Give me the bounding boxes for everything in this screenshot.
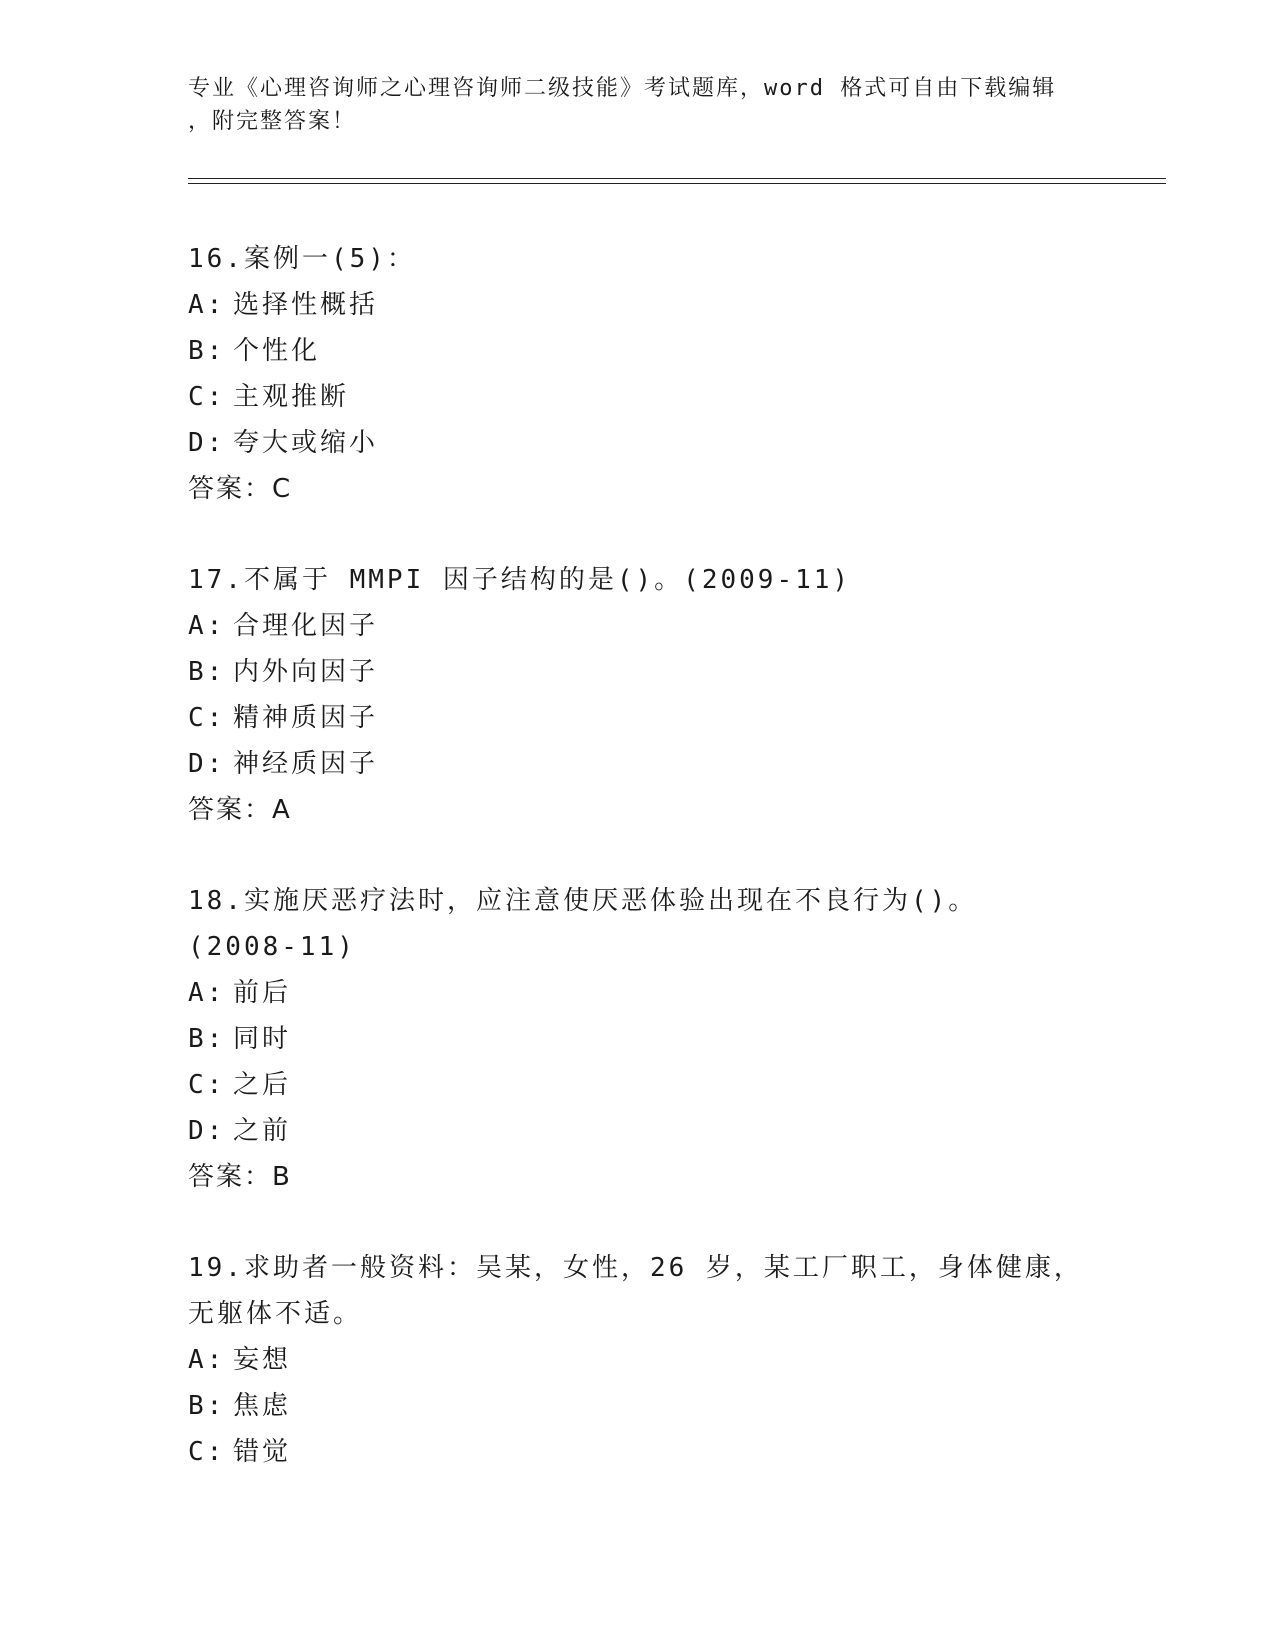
question-18: [188, 878, 1088, 1200]
option-letter: B:: [188, 1024, 226, 1054]
question-stem: 18.实施厌恶疗法时，应注意使厌恶体验出现在不良行为()。(2008-11): [188, 886, 978, 962]
option-b: [188, 649, 1088, 695]
option-text: 选择性概括: [233, 290, 379, 320]
option-text: 焦虑: [233, 1391, 292, 1421]
option-text: 前后: [233, 978, 292, 1008]
option-letter: B:: [188, 336, 226, 366]
option-letter: D:: [188, 749, 226, 779]
question-16: [188, 236, 1088, 512]
option-d: [188, 1108, 1088, 1154]
question-17: [188, 557, 1088, 833]
option-a: [188, 282, 1088, 328]
header-line-2: ，附完整答案！: [188, 109, 357, 134]
option-c: [188, 374, 1088, 420]
option-letter: A:: [188, 611, 226, 641]
question-19: [188, 1245, 1088, 1475]
option-text: 之后: [233, 1070, 292, 1100]
option-letter: C:: [188, 1437, 226, 1467]
header-line-1: 专业《心理咨询师之心理咨询师二级技能》考试题库，word 格式可自由下载编辑: [188, 76, 1057, 101]
option-letter: C:: [188, 1070, 226, 1100]
option-text: 之前: [233, 1116, 292, 1146]
question-stem: 19.求助者一般资料：吴某，女性，26 岁，某工厂职工，身体健康，无躯体不适。: [188, 1253, 1083, 1329]
option-letter: B:: [188, 1391, 226, 1421]
option-text: 合理化因子: [233, 611, 379, 641]
option-text: 错觉: [233, 1437, 292, 1467]
option-letter: D:: [188, 428, 226, 458]
answer-line: 答案：C: [188, 474, 293, 504]
option-letter: A:: [188, 1345, 226, 1375]
option-text: 主观推断: [233, 382, 350, 412]
option-letter: A:: [188, 290, 226, 320]
question-stem: 17.不属于 MMPI 因子结构的是()。(2009-11): [188, 565, 852, 595]
question-stem: 16.案例一(5)：: [188, 244, 416, 274]
option-text: 夸大或缩小: [233, 428, 379, 458]
header-divider-bottom: [188, 183, 1166, 184]
option-letter: D:: [188, 1116, 226, 1146]
option-letter: B:: [188, 657, 226, 687]
option-text: 精神质因子: [233, 703, 379, 733]
option-a: [188, 603, 1088, 649]
option-c: [188, 1429, 1088, 1475]
option-a: [188, 1337, 1088, 1383]
option-a: [188, 970, 1088, 1016]
option-text: 神经质因子: [233, 749, 379, 779]
header-divider-top: [188, 178, 1166, 179]
option-b: [188, 1016, 1088, 1062]
option-d: [188, 741, 1088, 787]
option-text: 同时: [233, 1024, 292, 1054]
option-b: [188, 328, 1088, 374]
option-letter: A:: [188, 978, 226, 1008]
document-header: [188, 72, 1088, 138]
question-list: [188, 236, 1088, 1520]
option-b: [188, 1383, 1088, 1429]
option-text: 妄想: [233, 1345, 292, 1375]
option-letter: C:: [188, 703, 226, 733]
option-text: 内外向因子: [233, 657, 379, 687]
answer-line: 答案：B: [188, 1162, 292, 1192]
option-text: 个性化: [233, 336, 321, 366]
answer-line: 答案：A: [188, 795, 292, 825]
option-c: [188, 695, 1088, 741]
option-c: [188, 1062, 1088, 1108]
option-d: [188, 420, 1088, 466]
option-letter: C:: [188, 382, 226, 412]
